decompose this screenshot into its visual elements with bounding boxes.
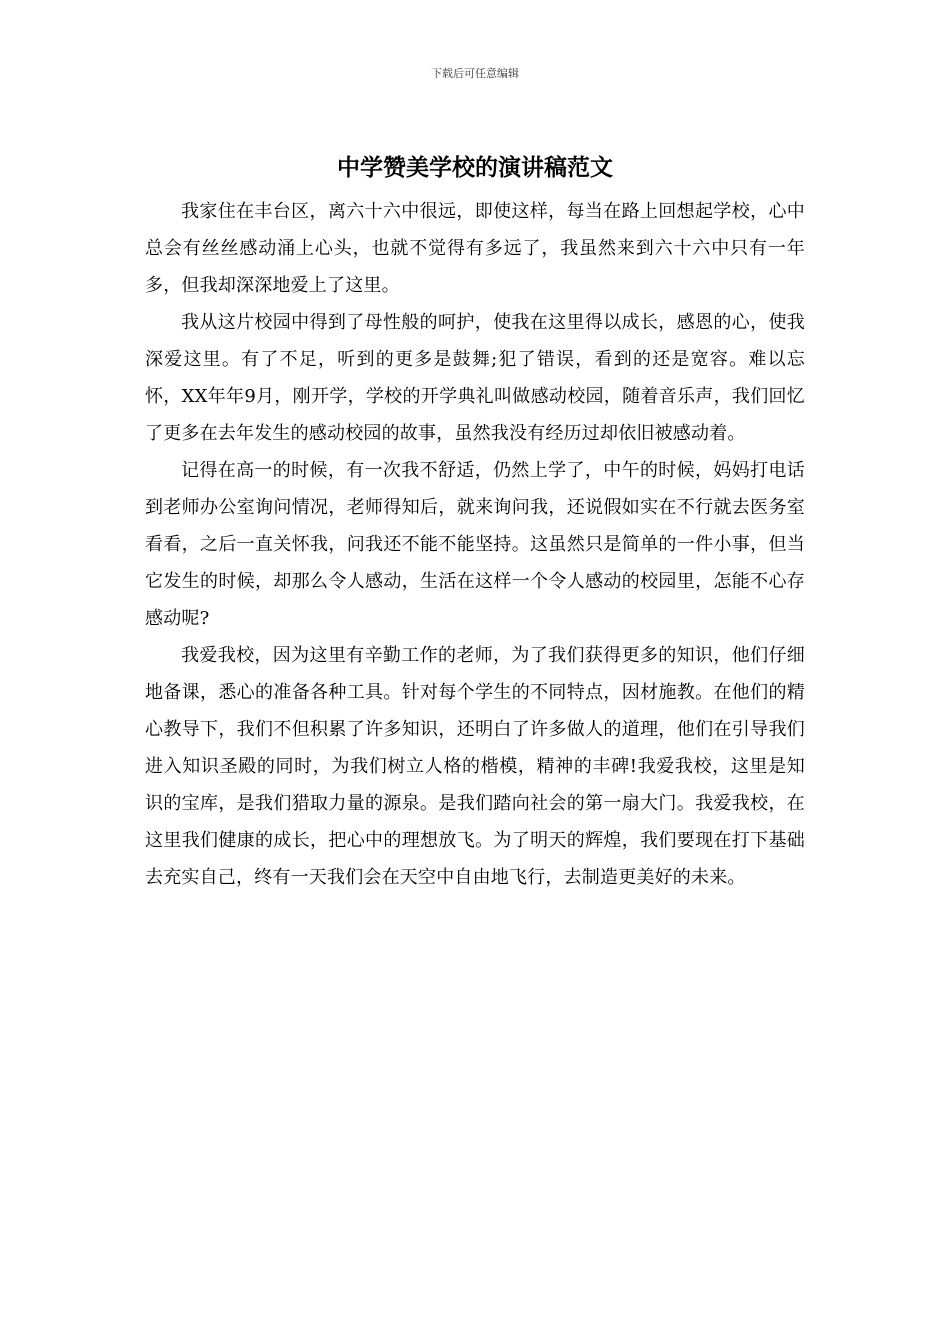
paragraph-1: 我家住在丰台区，离六十六中很远，即使这样，每当在路上回想起学校，心中总会有丝丝感动涌上心头，也就不觉得有多远了，我虽然来到六十六中只有一年多，但我却深深地爱上了这里。: [145, 201, 805, 296]
paragraph-2: 我从这片校园中得到了母性般的呵护，使我在这里得以成长，感恩的心，使我深爱这里。有了不足，听到的更多是鼓舞;犯了错误，看到的还是宽容。难以忘怀，XX年年9月，刚开学，学校的开学典礼叫做感动校园，随着音乐声，我们回忆了更多在去年发生的感动校园的故事，虽然我没有经历过却依旧被感动着。: [145, 312, 805, 444]
document-body: [145, 193, 805, 896]
paragraph-3: 记得在高一的时候，有一次我不舒适，仍然上学了，中午的时候，妈妈打电话到老师办公室询问情况，老师得知后，就来询问我，还说假如实在不行就去医务室看看，之后一直关怀我，问我还不能不能坚持。这虽然只是简单的一件小事，但当它发生的时候，却那么令人感动，生活在这样一个令人感动的校园里，怎能不心存感动呢?: [145, 460, 805, 629]
document-title: 中学赞美学校的演讲稿范文: [337, 155, 613, 181]
paragraph-4: 我爱我校，因为这里有辛勤工作的老师，为了我们获得更多的知识，他们仔细地备课，悉心的准备各种工具。针对每个学生的不同特点，因材施教。在他们的精心教导下，我们不但积累了许多知识，还明白了许多做人的道理，他们在引导我们进入知识圣殿的同时，为我们树立人格的楷模，精神的丰碑!我爱我校，这里是知识的宝库，是我们猎取力量的源泉。是我们踏向社会的第一扇大门。我爱我校，在这里我们健康的成长，把心中的理想放飞。为了明天的辉煌，我们要现在打下基础去充实自己，终有一天我们会在天空中自由地飞行，去制造更美好的未来。: [145, 645, 805, 888]
header-note: 下载后可任意编辑: [431, 67, 519, 80]
